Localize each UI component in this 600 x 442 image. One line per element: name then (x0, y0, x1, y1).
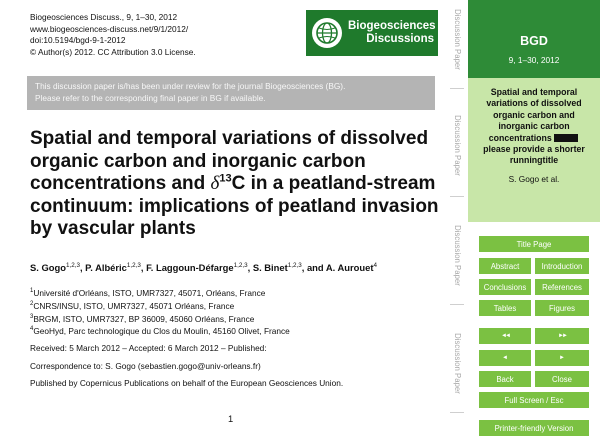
next-page-button[interactable]: ► (535, 350, 589, 366)
short-title-part-2: please provide a shorter runningtitle (483, 144, 585, 166)
page-number: 1 (228, 414, 234, 424)
license-line: © Author(s) 2012. CC Attribution 3.0 License. (30, 46, 196, 57)
abstract-button[interactable]: Abstract (479, 258, 531, 274)
affiliation-number: 3 (30, 313, 34, 320)
logo-line-1: Biogeosciences (348, 20, 436, 32)
submission-dates: Received: 5 March 2012 – Accepted: 6 March 2012 – Published: (30, 343, 267, 353)
title-delta: δ (210, 173, 220, 194)
close-button[interactable]: Close (535, 371, 589, 387)
review-notice (27, 76, 435, 110)
strip-separator (450, 412, 464, 413)
notice-line-1: This discussion paper is/has been under review for the journal Biogeosciences (BG). (35, 81, 346, 91)
author-separator: , (140, 262, 147, 274)
last-page-button[interactable]: ►► (535, 328, 589, 344)
logo-wordmark (348, 20, 434, 46)
figures-button[interactable]: Figures (535, 300, 589, 316)
back-button[interactable]: Back (479, 371, 531, 387)
conclusions-button[interactable]: Conclusions (479, 279, 531, 295)
short-authors: S. Gogo et al. (508, 173, 560, 184)
author-name: F. Laggoun-Défarge (146, 262, 234, 274)
affiliation-item (30, 286, 290, 299)
author-name: S. Gogo (30, 262, 66, 274)
title-part-2: C in a peatland-stream continuum: implications of peatland invasion by vascular plants (30, 173, 439, 239)
affiliation-number: 2 (30, 300, 34, 307)
affiliation-number: 4 (30, 326, 34, 333)
correspondence-line[interactable]: Correspondence to: S. Gogo (sebastien.gogo@univ-orleans.fr) (30, 361, 261, 371)
author-separator: , and (301, 262, 326, 274)
author-name: S. Binet (252, 262, 288, 274)
full-screen-button[interactable]: Full Screen / Esc (479, 392, 589, 408)
doi-line: doi:10.5194/bgd-9-1-2012 (30, 35, 126, 45)
affiliation-item (30, 299, 290, 312)
strip-label: Discussion Paper (452, 8, 462, 70)
sidebar-paper-info (468, 78, 600, 222)
author-affiliation: 1,2,3 (287, 262, 302, 269)
author-affiliation: 1,2,3 (233, 262, 248, 269)
author-affiliation: 1,2,3 (65, 262, 80, 269)
author-affiliation: 1,2,3 (126, 262, 141, 269)
title-part-1: Spatial and temporal variations of dissolved organic carbon and inorganic carbon concentrations and (30, 128, 429, 194)
short-title-part-1: Spatial and temporal variations of dissolved organic carbon and inorganic carbon concentrations (486, 87, 582, 143)
affiliation-text: GeoHyd, Parc technologique du Clos du Moulin, 45160 Olivet, France (33, 326, 290, 337)
affiliation-text: CNRS/INSU, ISTO, UMR7327, 45071 Orléans, France (33, 300, 235, 311)
author-separator: , (79, 262, 86, 274)
author-separator: , (247, 262, 253, 274)
url-line[interactable]: www.biogeosciences-discuss.net/9/1/2012/ (30, 23, 189, 34)
author-name: A. Aurouet (325, 262, 374, 274)
globe-icon (312, 18, 342, 48)
author-affiliation: 4 (373, 262, 377, 269)
navigation-sidebar (468, 0, 600, 442)
logo-line-2: Discussions (366, 33, 434, 45)
affiliation-text: BRGM, ISTO, UMR7327, BP 36009, 45060 Orléans, France (33, 313, 255, 324)
title-page-button[interactable]: Title Page (479, 236, 589, 252)
publisher-line: Published by Copernicus Publications on behalf of the European Geosciences Union. (30, 378, 344, 388)
affiliation-item (30, 324, 290, 337)
affiliation-number: 1 (30, 288, 34, 294)
author-list (30, 262, 440, 273)
journal-logo (306, 10, 438, 56)
first-page-button[interactable]: ◄◄ (479, 328, 531, 344)
redaction-block (554, 134, 578, 142)
strip-label: Discussion Paper (452, 114, 462, 176)
title-superscript: 13 (219, 172, 232, 185)
author-name: P. Albéric (85, 262, 127, 274)
notice-line-2: Please refer to the corresponding final paper in BG if available. (35, 92, 266, 103)
affiliation-text: Université d'Orléans, ISTO, UMR7327, 45071, Orléans, France (33, 287, 266, 298)
tables-button[interactable]: Tables (479, 300, 531, 316)
strip-separator (450, 196, 464, 197)
strip-separator (450, 304, 464, 305)
citation-meta (30, 12, 196, 58)
short-title (468, 87, 600, 167)
strip-label: Discussion Paper (452, 224, 462, 286)
paper-title (30, 128, 440, 241)
discussion-paper-strip (446, 0, 468, 442)
introduction-button[interactable]: Introduction (535, 258, 589, 274)
references-button[interactable]: References (535, 279, 589, 295)
journal-code: BGD (520, 34, 548, 48)
previous-page-button[interactable]: ◄ (479, 350, 531, 366)
affiliation-list (30, 286, 290, 337)
affiliation-item (30, 312, 290, 325)
printer-friendly-button[interactable]: Printer-friendly Version (479, 420, 589, 436)
volume-info: 9, 1–30, 2012 (508, 55, 560, 65)
citation-line: Biogeosciences Discuss., 9, 1–30, 2012 (30, 12, 178, 22)
strip-label: Discussion Paper (452, 332, 462, 394)
strip-separator (450, 88, 464, 89)
sidebar-header (468, 0, 600, 78)
